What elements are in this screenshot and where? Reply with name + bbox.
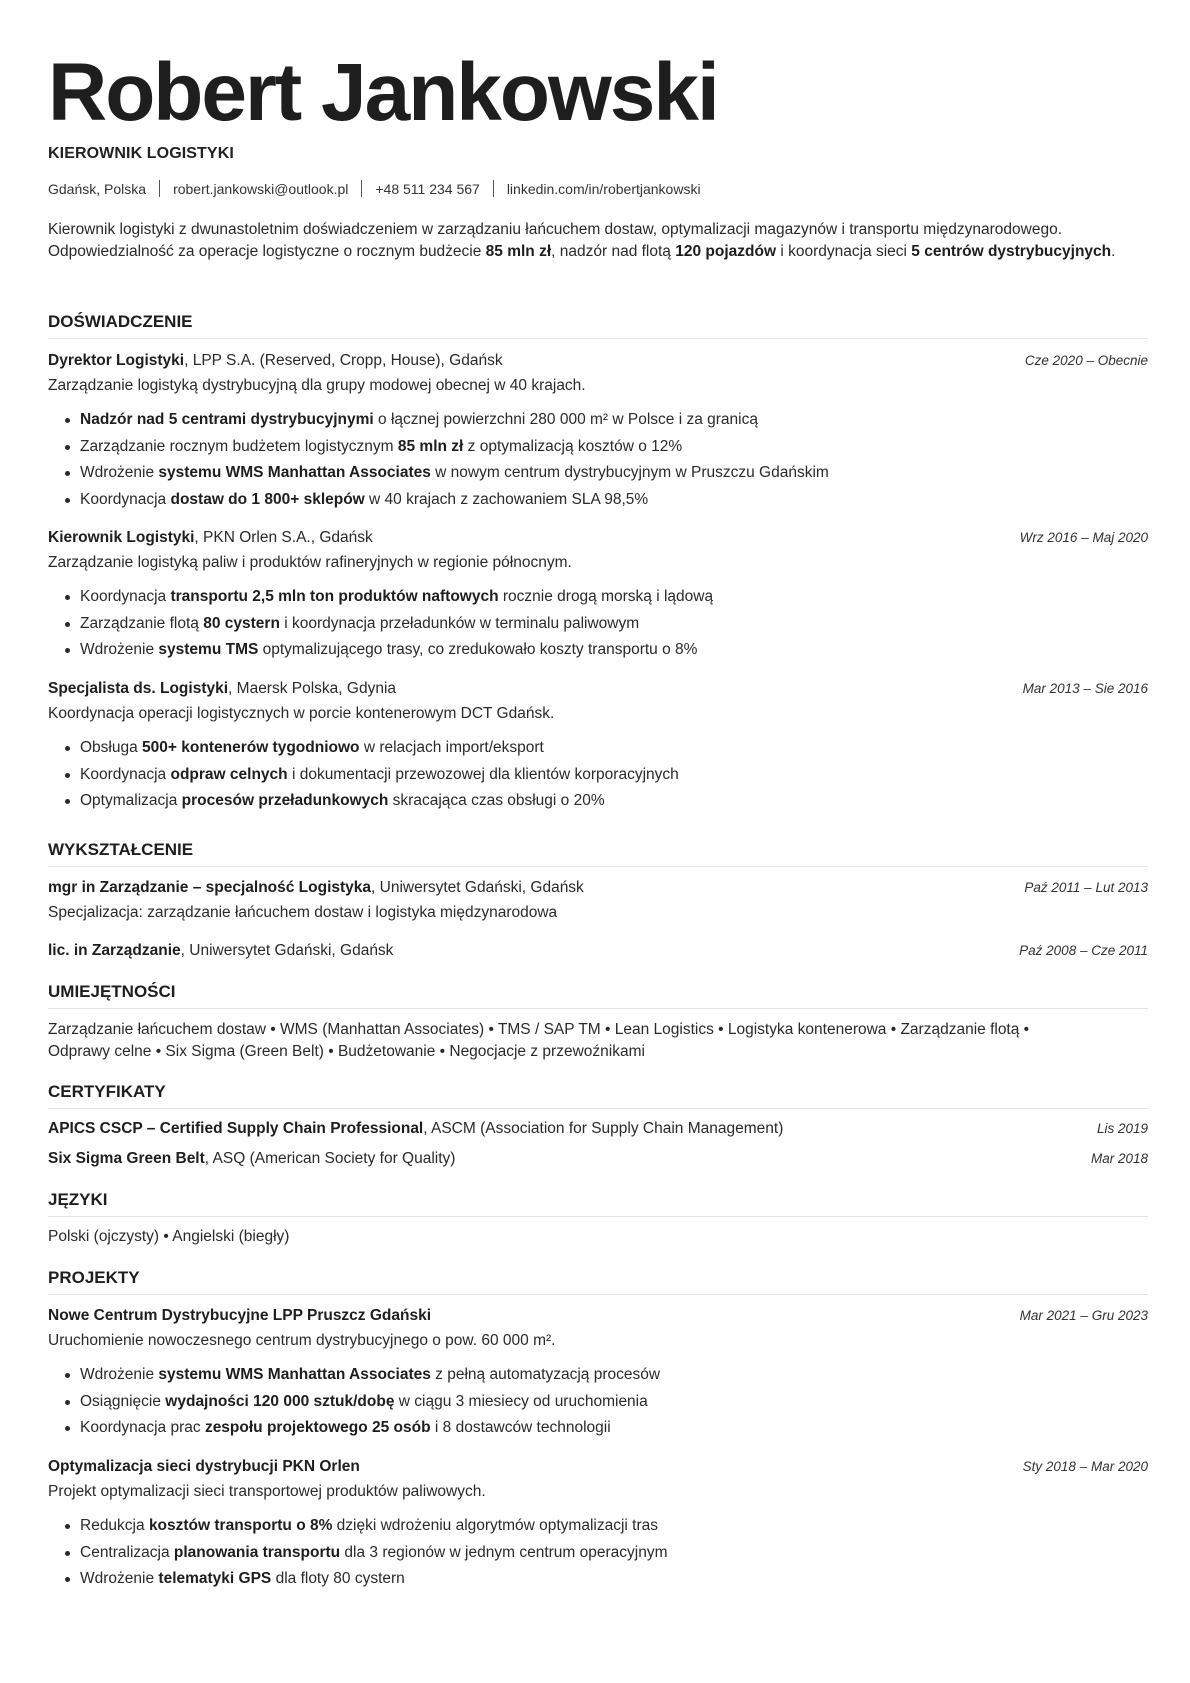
job-role: Specjalista ds. Logistyki [48, 680, 229, 697]
education-dates: Paź 2008 – Cze 2011 [1019, 943, 1148, 958]
project-description: Projekt optymalizacji sieci transportowej produktów paliwowych. [48, 1483, 486, 1500]
job-role: Dyrektor Logistyki [48, 352, 185, 369]
job-entry-header [48, 352, 1148, 370]
bullet-item: Nadzór nad 5 centrami dystrybucyjnymi o łącznej powierzchni 280 000 m² w Polsce i za granicą [80, 407, 829, 434]
contact-divider [361, 180, 362, 197]
summary-text: i koordynacja sieci [776, 243, 912, 260]
project-dates: Mar 2021 – Gru 2023 [1019, 1308, 1148, 1323]
bullet-item: Redukcja kosztów transportu o 8% dzięki wdrożeniu algorytmów optymalizacji tras [80, 1513, 668, 1540]
project-bullets [80, 1362, 660, 1442]
certificate-entry [48, 1150, 1148, 1168]
bullet-item: Wdrożenie telematyki GPS dla floty 80 cystern [80, 1566, 668, 1593]
bullet-item: Osiągnięcie wydajności 120 000 sztuk/dobę w ciągu 3 miesiecy od uruchomienia [80, 1389, 660, 1416]
project-description: Uruchomienie nowoczesnego centrum dystrybucyjnego o pow. 60 000 m². [48, 1332, 556, 1349]
job-bullets [80, 584, 713, 664]
summary-text: . [1111, 243, 1116, 260]
bullet-item: Koordynacja prac zespołu projektowego 25 osób i 8 dostawców technologii [80, 1415, 660, 1442]
bullet-item: Obsługa 500+ kontenerów tygodniowo w relacjach import/eksport [80, 735, 679, 762]
education-entry-header [48, 879, 1148, 897]
education-entry-header [48, 942, 1148, 960]
summary-highlight: 120 pojazdów [675, 243, 777, 260]
certificate-name: Six Sigma Green Belt [48, 1150, 205, 1167]
job-bullets [80, 735, 679, 815]
contact-phone[interactable]: +48 511 234 567 [375, 180, 480, 197]
certificate-entry [48, 1120, 1148, 1138]
job-dates: Cze 2020 – Obecnie [1024, 353, 1148, 368]
job-entry-header [48, 680, 1148, 698]
job-description: Zarządzanie logistyką paliw i produktów rafineryjnych w regionie północnym. [48, 554, 572, 571]
certificate-name: APICS CSCP – Certified Supply Chain Professional [48, 1120, 424, 1137]
summary-highlight: 85 mln zł [485, 243, 552, 260]
project-entry-header [48, 1307, 1148, 1325]
contact-email[interactable]: robert.jankowski@outlook.pl [173, 180, 349, 197]
skills-list [48, 1019, 1148, 1063]
job-title: KIEROWNIK LOGISTYKI [48, 145, 234, 162]
certificate-issuer: , ASQ (American Society for Quality) [204, 1150, 456, 1167]
degree: lic. in Zarządzanie [48, 942, 181, 959]
bullet-item: Centralizacja planowania transportu dla 3 regionów w jednym centrum operacyjnym [80, 1540, 668, 1567]
project-entry-header [48, 1458, 1148, 1476]
bullet-item: Koordynacja transportu 2,5 mln ton produktów naftowych rocznie drogą morską i lądową [80, 584, 713, 611]
job-dates: Mar 2013 – Sie 2016 [1022, 681, 1148, 696]
bullet-item: Zarządzanie rocznym budżetem logistycznym 85 mln zł z optymalizacją kosztów o 12% [80, 434, 829, 461]
skills-line: Odprawy celne • Six Sigma (Green Belt) • Budżetowanie • Negocjacje z przewoźnikami [48, 1043, 645, 1060]
bullet-item: Koordynacja dostaw do 1 800+ sklepów w 40 krajach z zachowaniem SLA 98,5% [80, 487, 829, 514]
summary-text: Kierownik logistyki z dwunastoletnim doświadczeniem w zarządzaniu łańcuchem dostaw, optymalizacji magazynów i transportu międzynarodowego. Odpowiedzialność za operacje logistyczne o rocznym budżecie [48, 221, 1063, 260]
project-name: Optymalizacja sieci dystrybucji PKN Orlen [48, 1458, 360, 1475]
bullet-item: Wdrożenie systemu TMS optymalizującego trasy, co zredukowało koszty transportu o 8% [80, 637, 713, 664]
job-dates: Wrz 2016 – Maj 2020 [1019, 530, 1148, 545]
job-description: Zarządzanie logistyką dystrybucyjną dla grupy modowej obecnej w 40 krajach. [48, 377, 586, 394]
bullet-item: Wdrożenie systemu WMS Manhattan Associates w nowym centrum dystrybucyjnym w Pruszczu Gdańskim [80, 460, 829, 487]
job-company: , Maersk Polska, Gdynia [228, 680, 397, 697]
contact-divider [159, 180, 160, 197]
job-company: , PKN Orlen S.A., Gdańsk [194, 529, 373, 546]
project-name: Nowe Centrum Dystrybucyjne LPP Pruszcz Gdański [48, 1307, 432, 1324]
bullet-item: Zarządzanie flotą 80 cystern i koordynacja przeładunków w terminalu paliwowym [80, 611, 713, 638]
bullet-item: Koordynacja odpraw celnych i dokumentacji przewozowej dla klientów korporacyjnych [80, 762, 679, 789]
job-description: Koordynacja operacji logistycznych w porcie kontenerowym DCT Gdańsk. [48, 705, 555, 722]
contact-bar [48, 180, 701, 197]
skills-line: Zarządzanie łańcuchem dostaw • WMS (Manhattan Associates) • TMS / SAP TM • Lean Logistics • Logistyka kontenerowa • Zarządzanie flotą • [48, 1021, 1030, 1038]
section-title-skills: UMIEJĘTNOŚCI [48, 982, 1148, 1009]
certificate-issuer: , ASCM (Association for Supply Chain Management) [423, 1120, 784, 1137]
education-description: Specjalizacja: zarządzanie łańcuchem dostaw i logistyka międzynarodowa [48, 904, 558, 921]
school: , Uniwersytet Gdański, Gdańsk [180, 942, 394, 959]
languages-list: Polski (ojczysty) • Angielski (biegły) [48, 1228, 290, 1245]
summary-text: , nadzór nad flotą [551, 243, 676, 260]
candidate-name: Robert Jankowski [48, 47, 718, 138]
section-title-projects: PROJEKTY [48, 1268, 1148, 1295]
profile-summary [48, 219, 1148, 263]
job-entry-header [48, 529, 1148, 547]
job-bullets [80, 407, 829, 513]
certificate-date: Mar 2018 [1090, 1151, 1148, 1166]
section-title-education: WYKSZTAŁCENIE [48, 840, 1148, 867]
contact-linkedin[interactable]: linkedin.com/in/robertjankowski [506, 180, 701, 197]
bullet-item: Wdrożenie systemu WMS Manhattan Associates z pełną automatyzacją procesów [80, 1362, 660, 1389]
certificate-date: Lis 2019 [1096, 1121, 1148, 1136]
school: , Uniwersytet Gdański, Gdańsk [371, 879, 584, 896]
contact-divider [493, 180, 494, 197]
contact-location: Gdańsk, Polska [48, 180, 147, 197]
project-dates: Sty 2018 – Mar 2020 [1022, 1459, 1148, 1474]
bullet-item: Optymalizacja procesów przeładunkowych skracająca czas obsługi o 20% [80, 788, 679, 815]
section-title-languages: JĘZYKI [48, 1190, 1148, 1217]
education-dates: Paź 2011 – Lut 2013 [1024, 880, 1148, 895]
job-company: , LPP S.A. (Reserved, Cropp, House), Gdańsk [184, 352, 503, 369]
project-bullets [80, 1513, 668, 1593]
job-role: Kierownik Logistyki [48, 529, 195, 546]
summary-highlight: 5 centrów dystrybucyjnych [911, 243, 1112, 260]
section-title-experience: DOŚWIADCZENIE [48, 312, 1148, 339]
degree: mgr in Zarządzanie – specjalność Logistyka [48, 879, 372, 896]
section-title-certificates: CERTYFIKATY [48, 1082, 1148, 1109]
